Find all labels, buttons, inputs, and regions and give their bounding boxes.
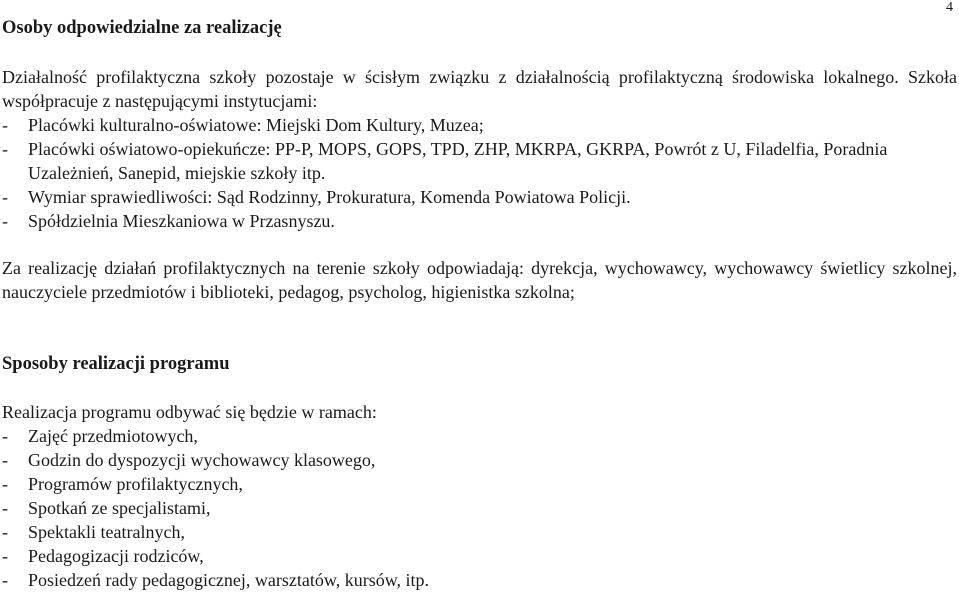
section-heading-program-methods: Sposoby realizacji programu [2, 354, 230, 374]
list-dash: - [2, 450, 8, 470]
list-item-text: Programów profilaktycznych, [28, 474, 243, 494]
list-dash: - [2, 498, 8, 518]
list-item [2, 472, 957, 496]
list-item [2, 424, 957, 448]
list-item-text: Pedagogizacji rodziców, [28, 546, 204, 566]
institutions-list [2, 113, 957, 233]
program-forms-intro: Realizacja programu odbywać się będzie w ramach: [2, 402, 377, 422]
list-item-text: Spółdzielnia Mieszkaniowa w Przasnyszu. [28, 211, 335, 231]
list-item-text: Wymiar sprawiedliwości: Sąd Rodzinny, Prokuratura, Komenda Powiatowa Policji. [28, 187, 631, 207]
list-item-text: Placówki oświatowo-opiekuńcze: PP-P, MOPS, GOPS, TPD, ZHP, MKRPA, GKRPA, Powrót z U, Filadelfia, Poradnia Uzależnień, Sanepid, miejskie szkoły itp. [28, 139, 888, 183]
list-item [2, 137, 957, 185]
list-item [2, 544, 957, 568]
list-dash: - [2, 139, 8, 159]
list-dash: - [2, 426, 8, 446]
list-dash: - [2, 546, 8, 566]
list-item [2, 496, 957, 520]
list-item-text: Placówki kulturalno-oświatowe: Miejski Dom Kultury, Muzea; [28, 115, 484, 135]
list-dash: - [2, 474, 8, 494]
list-dash: - [2, 187, 8, 207]
list-item-text: Posiedzeń rady pedagogicznej, warsztatów, kursów, itp. [28, 570, 430, 590]
list-item-text: Zajęć przedmiotowych, [28, 426, 198, 446]
list-item [2, 568, 957, 592]
list-item [2, 185, 957, 209]
list-item [2, 520, 957, 544]
list-item-text: Spektakli teatralnych, [28, 522, 185, 542]
list-dash: - [2, 115, 8, 135]
cooperation-intro-paragraph: Działalność profilaktyczna szkoły pozostaje w ścisłym związku z działalnością profilaktyczną środowiska lokalnego. Szkoła współpracuje z następującymi instytucjami: [2, 67, 957, 111]
page-number: 4 [946, 0, 953, 15]
list-item-text: Godzin do dyspozycji wychowawcy klasowego, [28, 450, 376, 470]
list-item [2, 113, 957, 137]
list-item [2, 209, 957, 233]
list-dash: - [2, 570, 8, 590]
responsible-persons-paragraph: Za realizację działań profilaktycznych na terenie szkoły odpowiadają: dyrekcja, wychowawcy, wychowawcy świetlicy szkolnej, nauczyciele przedmiotów i biblioteki, pedagog, psycholog, higienistka szkolna; [2, 258, 957, 302]
program-forms-list [2, 424, 957, 592]
list-item-text: Spotkań ze specjalistami, [28, 498, 211, 518]
list-item [2, 448, 957, 472]
list-dash: - [2, 211, 8, 231]
section-heading-responsible-persons: Osoby odpowiedzialne za realizację [2, 18, 282, 38]
list-dash: - [2, 522, 8, 542]
